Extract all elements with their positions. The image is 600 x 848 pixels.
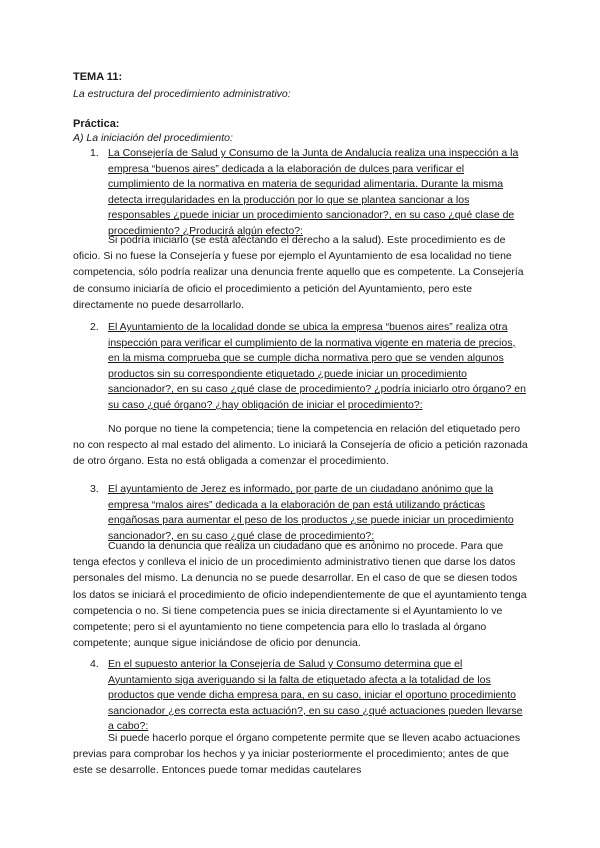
item-number-4: 4. [90, 658, 99, 670]
answer-3: Cuando la denuncia que realiza un ciudadano que es anónimo no procede. Para que tenga efectos y conlleva el inicio de un procedimiento administrativo tienen que darse los datos personales del mismo. La denuncia no se puede desarrollar. En el caso de que se diesen todos los datos se iniciará el procedimiento de oficio independientemente de que el ayuntamiento tenga competencia o no. Si tiene competencia pues se inicia directamente si el Ayuntamiento lo ve competente; pero si el ayuntamiento no tiene competencia para ello lo traslada al órgano competente; aunque sigue iniciándose de oficio por denuncia. [73, 540, 527, 650]
item-number-2: 2. [90, 321, 99, 333]
answer-2: No porque no tiene la competencia; tiene la competencia en relación del etiquetado pero no con respecto al mal estado del alimento. Lo iniciará la Consejería de oficio a petición razonada de otro órgano. Esta no está obligada a comenzar el procedimiento. [73, 423, 528, 468]
item-number-3: 3. [90, 483, 99, 495]
page-subtitle: La estructura del procedimiento administrativo: [73, 88, 291, 100]
question-4: En el supuesto anterior la Consejería de Salud y Consumo determina que el Ayuntamiento siga averiguando si la falta de etiquetado afecta a la totalidad de los productos que vende dicha empresa para, en su caso, iniciar el oportuno procedimiento sancionador ¿es correcta esta actuación?, en su caso ¿qué actuaciones pueden llevarse a cabo?: [108, 658, 523, 733]
practica-heading: Práctica: [73, 118, 120, 130]
answer-1: Si podría iniciarlo (se está afectando el derecho a la salud). Este procedimiento es de oficio. Si no fuese la Consejería y fuese por ejemplo el Ayuntamiento de esa localidad no tiene competencia, sólo podría realizar una denuncia frente aquello que es competente. La Consejería de consumo iniciaría de oficio el procedimiento a petición del Ayuntamiento, pero este directamente no puede desarrollarlo. [73, 234, 524, 311]
question-1: La Consejería de Salud y Consumo de la Junta de Andalucía realiza una inspección a la empresa “buenos aires” dedicada a la elaboración de dulces para verificar el cumplimiento de la normativa en materia de seguridad alimentaria. Durante la misma detecta irregularidades en la producción por lo que se plantea sancionar a los responsables ¿puede iniciar un procedimiento sancionador?, en su caso ¿qué clase de procedimiento? ¿Producirá algún efecto?: [108, 147, 519, 237]
page-title: TEMA 11: [73, 71, 123, 83]
item-number-1: 1. [90, 147, 99, 159]
section-heading: A) La iniciación del procedimiento: [73, 132, 233, 144]
question-3: El ayuntamiento de Jerez es informado, por parte de un ciudadano anónimo que la empresa “malos aires” dedicada a la elaboración de pan está utilizando prácticas engañosas para aumentar el peso de los productos ¿se puede iniciar un procedimiento sancionador?, en su caso ¿qué clase de procedimiento?: [108, 483, 514, 542]
answer-4: Si puede hacerlo porque el órgano competente permite que se lleven acabo actuaciones previas para comprobar los hechos y ya iniciar posteriormente el procedimiento; antes de que este se desarrolle. Entonces puede tomar medidas cautelares [73, 732, 521, 777]
question-2: El Ayuntamiento de la localidad donde se ubica la empresa “buenos aires” realiza otra inspección para verificar el cumplimiento de la normativa vigente en materia de precios, en la misma comprueba que se cumple dicha normativa pero que se venden algunos productos sin su correspondiente etiquetado ¿puede iniciar un procedimiento sancionador?, en su caso ¿qué clase de procedimiento? ¿podría iniciarlo otro órgano? en su caso ¿qué órgano? ¿hay obligación de iniciar el procedimiento?: [108, 321, 526, 411]
